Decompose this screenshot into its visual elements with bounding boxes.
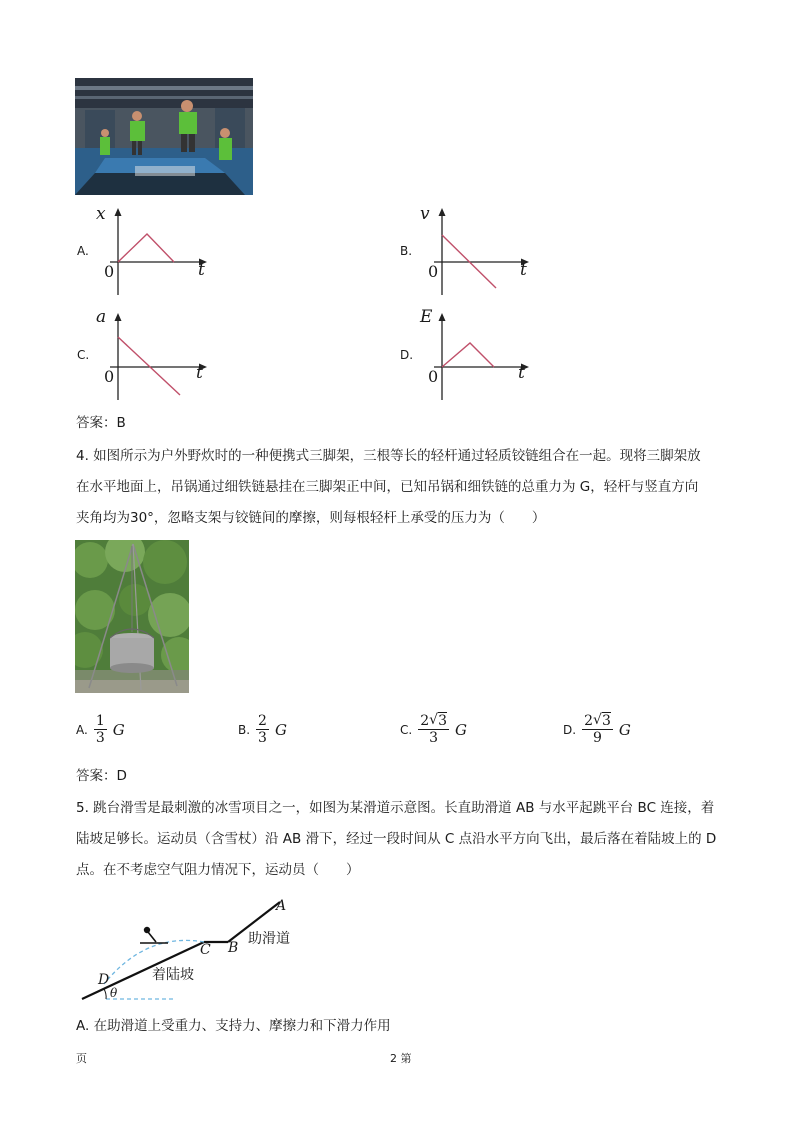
q5-text-line-3: 点。在不考虑空气阻力情况下，运动员（ ） bbox=[76, 862, 360, 878]
q4-choice-a-fraction bbox=[94, 713, 107, 746]
trampoline-photo bbox=[75, 78, 253, 195]
q3-graph-d-yvar: E bbox=[420, 307, 433, 327]
q4-choice-d-letter: D. bbox=[563, 722, 577, 737]
q3-graph-b bbox=[412, 200, 542, 300]
q4-choice-d-num bbox=[582, 713, 613, 730]
q5-option-a[interactable]: A. 在助滑道上受重力、支持力、摩擦力和下滑力作用 bbox=[76, 1018, 391, 1034]
q4-choice-b[interactable] bbox=[238, 713, 287, 746]
q4-choice-c-sqrt bbox=[429, 713, 447, 729]
q4-choice-c-g: G bbox=[455, 720, 468, 739]
q3-graph-d-xvar: t bbox=[518, 363, 525, 383]
q5-text-line-2: 陆坡足够长。运动员（含雪杖）沿 AB 滑下，经过一段时间从 C 点沿水平方向飞出，最后落在着陆坡上的 D bbox=[76, 831, 717, 847]
q4-choice-d-coef: 2 bbox=[584, 713, 593, 729]
q4-text-line-1: 4. 如图所示为户外野炊时的一种便携式三脚架，三根等长的轻杆通过轻质铰链组合在一起。现将三脚架放 bbox=[76, 448, 701, 464]
diagram-label-runway: 助滑道 bbox=[248, 931, 290, 947]
q4-choice-d-root: 3 bbox=[601, 713, 611, 729]
q4-choice-c-root: 3 bbox=[438, 713, 448, 729]
q4-choice-d-fraction bbox=[582, 713, 613, 746]
q4-text-line-3: 夹角均为30°，忽略支架与铰链间的摩擦，则每根轻杆上承受的压力为（ ） bbox=[76, 510, 546, 526]
diagram-label-d: D bbox=[98, 972, 110, 988]
q3-graph-a bbox=[90, 200, 220, 300]
q5-text-line-1: 5. 跳台滑雪是最刺激的冰雪项目之一，如图为某滑道示意图。长直助滑道 AB 与水平起跳平台 BC 连接，着 bbox=[76, 800, 715, 816]
q3-graph-a-yvar: x bbox=[96, 204, 106, 224]
q3-option-d-letter: D. bbox=[400, 348, 414, 362]
q4-choice-a[interactable] bbox=[76, 713, 125, 746]
q3-graph-a-origin: 0 bbox=[104, 262, 115, 281]
q4-choice-c-den: 3 bbox=[429, 730, 439, 746]
q4-choice-d-den: 9 bbox=[593, 730, 602, 746]
diagram-label-slope: 着陆坡 bbox=[152, 967, 194, 983]
q4-choice-d[interactable] bbox=[563, 713, 631, 746]
q4-choice-d-sqrt bbox=[593, 713, 611, 729]
q4-choice-c[interactable] bbox=[400, 713, 467, 746]
q3-graph-c-origin: 0 bbox=[104, 367, 115, 386]
q3-graph-c-yvar: a bbox=[96, 307, 107, 327]
q4-choice-c-letter: C. bbox=[400, 722, 413, 737]
q4-choice-b-g: G bbox=[274, 720, 287, 739]
q4-text-line-2: 在水平地面上，吊锅通过细铁链悬挂在三脚架正中间，已知吊锅和细铁链的总重力为 G，轻杆与竖直方向 bbox=[76, 479, 699, 495]
q4-choice-a-num: 1 bbox=[95, 713, 105, 729]
q4-choice-a-letter: A. bbox=[76, 722, 88, 737]
tripod-photo bbox=[75, 540, 189, 693]
footer-left: 页 bbox=[76, 1052, 87, 1065]
q4-choice-b-letter: B. bbox=[238, 722, 251, 737]
q4-choice-c-coef: 2 bbox=[420, 713, 430, 729]
q4-choice-b-den: 3 bbox=[258, 730, 267, 746]
q4-choice-a-den: 3 bbox=[95, 730, 105, 746]
footer-page-number: 2 第 bbox=[390, 1052, 412, 1065]
q3-graph-a-xvar: t bbox=[198, 260, 205, 280]
diagram-label-theta: θ bbox=[110, 986, 118, 1000]
q4-answer: 答案：D bbox=[76, 768, 127, 784]
diagram-label-c: C bbox=[200, 942, 211, 958]
q4-choice-b-num: 2 bbox=[258, 713, 267, 729]
q4-choice-a-g: G bbox=[112, 720, 125, 739]
q3-graph-b-yvar: v bbox=[420, 204, 430, 224]
ski-jump-diagram bbox=[76, 892, 306, 1010]
q3-graph-c bbox=[90, 305, 220, 405]
q3-option-c-letter: C. bbox=[77, 348, 90, 362]
q3-graph-b-xvar: t bbox=[520, 260, 527, 280]
q4-choice-c-num bbox=[418, 713, 449, 730]
q3-graph-d-origin: 0 bbox=[428, 367, 439, 386]
q3-graph-d bbox=[412, 305, 542, 405]
q4-choice-c-fraction bbox=[418, 713, 449, 746]
diagram-label-b: B bbox=[228, 940, 239, 956]
q4-choice-b-fraction bbox=[256, 713, 269, 746]
q3-answer: 答案：B bbox=[76, 415, 126, 431]
q3-graph-b-origin: 0 bbox=[428, 262, 439, 281]
q3-graph-c-xvar: t bbox=[196, 363, 203, 383]
q3-option-a-letter: A. bbox=[77, 244, 89, 258]
diagram-label-a: A bbox=[276, 898, 287, 914]
q4-choice-d-g: G bbox=[618, 720, 631, 739]
q3-option-b-letter: B. bbox=[400, 244, 413, 258]
